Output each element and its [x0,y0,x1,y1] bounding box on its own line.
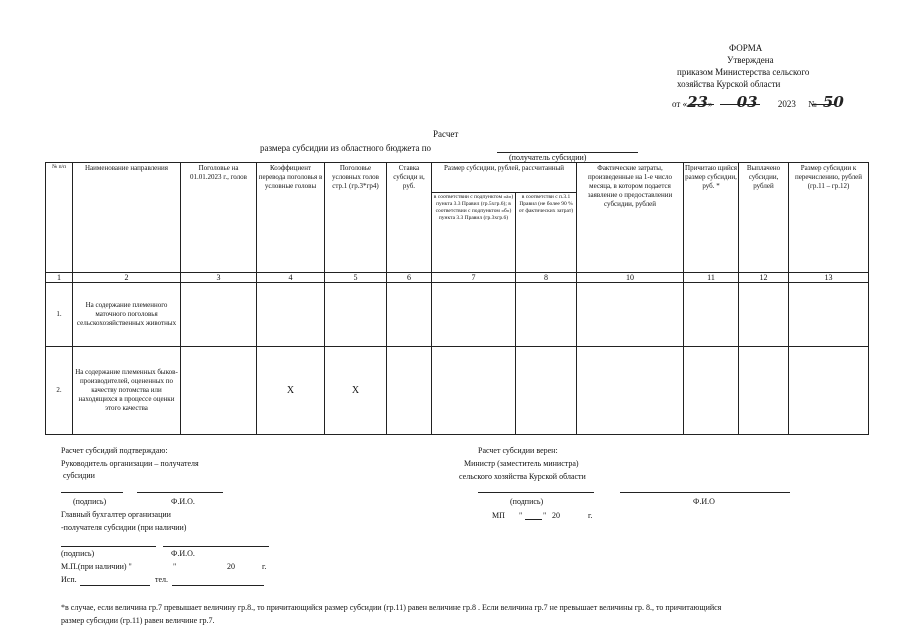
right-year: 20 [552,511,560,520]
signature-line-1 [61,492,123,493]
row-cell [684,347,739,435]
row-cell [516,347,577,435]
row-cell [432,347,516,435]
row-name: На содержание племенного маточного поголовья сельскохозяйственных животных [73,283,181,347]
minister-signature-caption: (подпись) [510,497,544,506]
confirmed-label: Расчет субсидий подтверждаю: [61,446,168,455]
subheader-col7: в соответствии с подпунктом «а») пункта 3.3 Правил (гр.5хгр.6); в соответствии с подпунктом «б») пункта 3.3 Правил (гр.3хгр.6) [432,193,516,273]
right-date-close: " [543,511,547,520]
fio-caption-2: Ф.И.О. [171,549,195,558]
colnum-8: 8 [516,273,577,283]
head-line-1: Руководитель организации – получателя [61,459,199,468]
form-label: ФОРМА [729,43,763,53]
row-cell [789,283,869,347]
date-sep: » [707,99,713,109]
header-coefficient: Коэффициент перевода поголовья в условные головы [257,163,325,273]
tel-line [172,585,264,586]
header-actual-costs: Фактические затраты, произведенные на 1-е число месяца, в котором подается заявление о предоставлении субсидии, рублей [577,163,684,273]
table-row [46,347,869,435]
subsidy-table [45,162,869,435]
row-cell [516,283,577,347]
footnote-line-1: *в случае, если величина гр.7 превышает величину гр.8., то причитающийся размер субсидии (гр.11) равен величине гр.8 . Если величина гр.7 не превышает величины гр. 8., то причитающийся [61,603,722,612]
accountant-line-1: Главный бухгалтер организации [61,510,171,519]
order-date [672,93,844,111]
executor-label: Исп. [61,575,77,584]
fio-line-1 [137,492,223,493]
signature-caption-1: (подпись) [73,497,107,506]
mp-year: 20 [227,562,235,571]
colnum-4: 4 [257,273,325,283]
row-cell [181,347,257,435]
number-prefix: № [808,99,817,109]
accountant-line-2: -получателя субсидии (при наличии) [61,523,187,532]
subheader-col8: в соответстви с п.3.1 Правил (не более 90 % от фактических затрат) [516,193,577,273]
row-cell [739,283,789,347]
colnum-5: 5 [325,273,387,283]
colnum-2: 2 [73,273,181,283]
minister-line-1: Министр (заместитель министра) [464,459,579,468]
row-cell [432,283,516,347]
order-number: 50 [822,93,844,111]
row-conditional-heads [325,283,387,347]
minister-line-2: сельского хозяйства Курской области [459,472,586,481]
row-coefficient: Х [257,347,325,435]
right-g: г. [588,511,593,520]
signature-caption-2: (подпись) [61,549,95,558]
row-cell [387,283,432,347]
colnum-6: 6 [387,273,432,283]
row-cell [181,283,257,347]
row-cell [739,347,789,435]
date-year: 2023 [777,99,796,109]
signature-line-2 [61,546,156,547]
tel-label: тел. [155,575,169,584]
minister-fio-line [620,492,790,493]
fio-line-2 [163,546,269,547]
order-line-1: приказом Министерства сельского [677,67,810,77]
date-prefix: от « [672,99,688,109]
header-num: № п/п [46,163,73,273]
number-underline [812,104,836,105]
date-month-underline [720,104,760,105]
right-mp: МП [492,511,505,520]
mp-quote: " [173,562,177,571]
colnum-12: 12 [739,273,789,283]
header-name: Наименование направления [73,163,181,273]
date-month: 03 [736,93,758,111]
row-conditional-heads: Х [325,347,387,435]
colnum-1: 1 [46,273,73,283]
row-cell [684,283,739,347]
mp-line: М.П.(при наличии) " [61,562,132,571]
header-calculated-subsidy: Размер субсидии, рублей, рассчитанный [432,163,577,193]
right-date-line [525,519,542,520]
head-line-2: субсидии [63,471,95,480]
executor-line [80,585,150,586]
fio-caption-1: Ф.И.О. [171,497,195,506]
row-cell [577,347,684,435]
row-num: 1. [46,283,73,347]
title-line-2: размера субсидии из областного бюджета по [260,143,432,153]
header-conditional-heads: Поголовье условных голов стр.1 (гр.3*гр4) [325,163,387,273]
row-name: На содержание племенных быков-производителей, оцененных по качеству потомства или находящихся в процессе оценки этого качества [73,347,181,435]
colnum-10: 10 [577,273,684,283]
table-row [46,283,869,347]
title-line-1: Расчет [433,129,459,139]
date-day: 23 [687,93,708,111]
header-livestock: Поголовье на 01.01.2023 г., голов [181,163,257,273]
mp-g: г. [262,562,267,571]
colnum-3: 3 [181,273,257,283]
colnum-7: 7 [432,273,516,283]
footnote-line-2: размер субсидии (гр.11) равен величине гр.7. [61,616,215,625]
approved-label: Утверждена [727,55,774,65]
recipient-caption: (получатель субсидии) [509,153,587,162]
order-line-2: хозяйства Курской области [677,79,781,89]
row-coefficient [257,283,325,347]
header-paid-subsidy: Выплачено субсидии, рублей [739,163,789,273]
header-transfer-subsidy: Размер субсидии к перечислению, рублей (гр.11 – гр.12) [789,163,869,273]
row-cell [387,347,432,435]
row-num: 2. [46,347,73,435]
colnum-11: 11 [684,273,739,283]
header-rate: Ставка субсиди и, руб. [387,163,432,273]
colnum-13: 13 [789,273,869,283]
row-cell [577,283,684,347]
right-date-open: " [519,511,523,520]
verified-label: Расчет субсидии верен: [478,446,558,455]
minister-signature-line [478,492,594,493]
minister-fio-caption: Ф.И.О [693,497,715,506]
row-cell [789,347,869,435]
date-day-underline [690,104,714,105]
header-due-subsidy: Причитаю щийся размер субсидии, руб. * [684,163,739,273]
